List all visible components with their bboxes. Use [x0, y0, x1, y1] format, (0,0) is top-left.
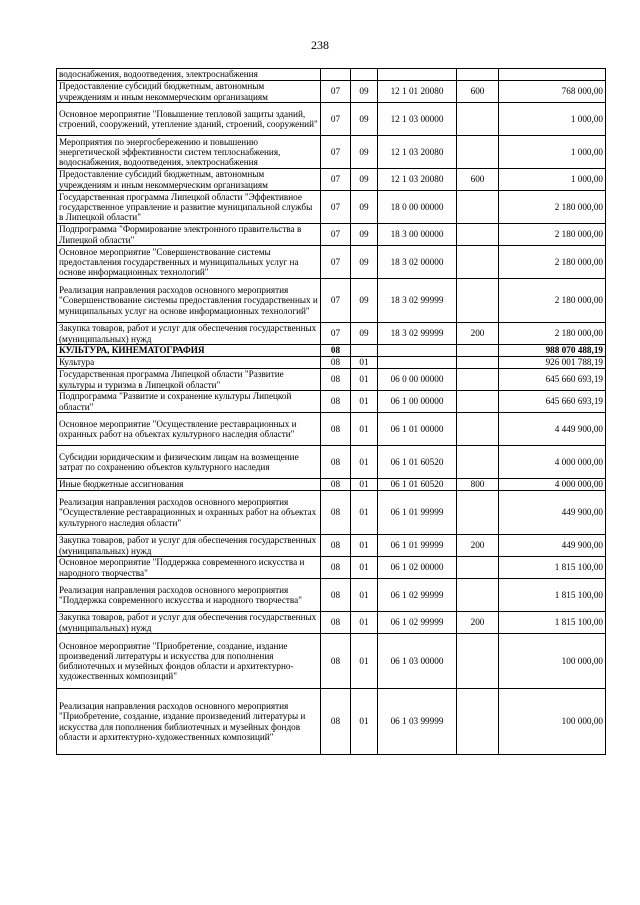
target-article-cell: 12 1 03 20080: [378, 169, 457, 191]
subsection-code-cell: 01: [351, 413, 378, 446]
amount-cell: 768 000,00: [499, 81, 606, 103]
section-code-cell: 08: [321, 689, 351, 755]
table-row: [57, 557, 606, 579]
target-article-cell: 06 1 01 60520: [378, 446, 457, 479]
table-row: [57, 169, 606, 191]
row-name-cell: Предоставление субсидий бюджетным, автономным учреждениям и иным некоммерческим организациям: [57, 169, 321, 191]
row-name-cell: водоснабжения, водоотведения, электроснабжения: [57, 69, 321, 81]
row-name-cell: Основное мероприятие "Поддержка современного искусства и народного творчества": [57, 557, 321, 579]
section-code-cell: 08: [321, 446, 351, 479]
row-name-cell: Подпрограмма "Формирование электронного правительства в Липецкой области": [57, 224, 321, 246]
section-code-cell: 08: [321, 612, 351, 634]
amount-cell: 1 815 100,00: [499, 557, 606, 579]
amount-cell: 926 001 788,19: [499, 357, 606, 369]
row-name-cell: Основное мероприятие "Осуществление реставрационных и охранных работ на объектах культурного наследия области": [57, 413, 321, 446]
target-article-cell: 18 3 00 00000: [378, 224, 457, 246]
row-name-cell: Мероприятия по энергосбережению и повышению энергетической эффективности систем теплоснабжения, водоснабжения, водоотведения, электроснабжения: [57, 136, 321, 169]
expense-type-cell: [457, 391, 499, 413]
table-row: [57, 103, 606, 136]
row-name-cell: Основное мероприятие "Приобретение, создание, издание произведений литературы и искусства для пополнения библиотечных и музейных фондов области и архитектурно-художественных композиций": [57, 634, 321, 689]
subsection-code-cell: 09: [351, 169, 378, 191]
section-code-cell: 07: [321, 191, 351, 224]
amount-cell: 1 815 100,00: [499, 612, 606, 634]
table-row: [57, 345, 606, 357]
row-name-cell: Подпрограмма "Развитие и сохранение культуры Липецкой области": [57, 391, 321, 413]
table-row: [57, 579, 606, 612]
expense-type-cell: [457, 579, 499, 612]
table-row: [57, 191, 606, 224]
subsection-code-cell: 01: [351, 369, 378, 391]
amount-cell: 1 815 100,00: [499, 579, 606, 612]
row-name-cell: Реализация направления расходов основного мероприятия "Поддержка современного искусства и народного творчества": [57, 579, 321, 612]
subsection-code-cell: 01: [351, 391, 378, 413]
subsection-code-cell: 09: [351, 191, 378, 224]
amount-cell: 4 000 000,00: [499, 479, 606, 491]
target-article-cell: [378, 69, 457, 81]
subsection-code-cell: 09: [351, 103, 378, 136]
amount-cell: 1 000,00: [499, 103, 606, 136]
expense-type-cell: [457, 103, 499, 136]
row-name-cell: Реализация направления расходов основного мероприятия "Осуществление реставрационных и охранных работ на объектах культурного наследия области": [57, 491, 321, 535]
amount-cell: 4 449 900,00: [499, 413, 606, 446]
target-article-cell: 06 1 01 99999: [378, 491, 457, 535]
table-row: [57, 634, 606, 689]
table-row: [57, 612, 606, 634]
expense-type-cell: [457, 191, 499, 224]
subsection-code-cell: 01: [351, 557, 378, 579]
section-code-cell: 08: [321, 634, 351, 689]
section-code-cell: 08: [321, 479, 351, 491]
target-article-cell: 06 1 02 00000: [378, 557, 457, 579]
row-name-cell: Государственная программа Липецкой области "Эффективное государственное управление и развитие муниципальной службы в Липецкой области": [57, 191, 321, 224]
row-name-cell: Основное мероприятие "Повышение тепловой защиты зданий, строений, сооружений, утепление зданий, строений, сооружений": [57, 103, 321, 136]
amount-cell: 2 180 000,00: [499, 191, 606, 224]
target-article-cell: 18 0 00 00000: [378, 191, 457, 224]
table-row: [57, 357, 606, 369]
subsection-code-cell: 09: [351, 246, 378, 279]
table-row: [57, 136, 606, 169]
row-name-cell: Культура: [57, 357, 321, 369]
section-code-cell: 08: [321, 491, 351, 535]
row-name-cell: Закупка товаров, работ и услуг для обеспечения государственных (муниципальных) нужд: [57, 535, 321, 557]
budget-table-body: [57, 69, 606, 755]
amount-cell: [499, 69, 606, 81]
table-row: [57, 689, 606, 755]
amount-cell: 4 000 000,00: [499, 446, 606, 479]
table-row: [57, 446, 606, 479]
target-article-cell: 06 1 03 00000: [378, 634, 457, 689]
subsection-code-cell: 09: [351, 81, 378, 103]
section-code-cell: 07: [321, 224, 351, 246]
target-article-cell: 06 1 02 99999: [378, 579, 457, 612]
expense-type-cell: [457, 345, 499, 357]
table-row: [57, 81, 606, 103]
expense-type-cell: 600: [457, 81, 499, 103]
amount-cell: 2 180 000,00: [499, 224, 606, 246]
target-article-cell: 06 1 02 99999: [378, 612, 457, 634]
section-code-cell: 07: [321, 169, 351, 191]
target-article-cell: 12 1 03 00000: [378, 103, 457, 136]
expense-type-cell: [457, 634, 499, 689]
section-code-cell: 07: [321, 323, 351, 345]
row-name-cell: Предоставление субсидий бюджетным, автономным учреждениям и иным некоммерческим организациям: [57, 81, 321, 103]
subsection-code-cell: 09: [351, 136, 378, 169]
expense-type-cell: [457, 369, 499, 391]
expense-type-cell: [457, 357, 499, 369]
row-name-cell: Субсидии юридическим и физическим лицам на возмещение затрат по сохранению объектов культурного наследия: [57, 446, 321, 479]
expense-type-cell: 200: [457, 323, 499, 345]
amount-cell: 2 180 000,00: [499, 246, 606, 279]
budget-table: [56, 68, 606, 755]
section-code-cell: 07: [321, 103, 351, 136]
target-article-cell: 18 3 02 99999: [378, 323, 457, 345]
table-row: [57, 224, 606, 246]
subsection-code-cell: [351, 345, 378, 357]
amount-cell: 2 180 000,00: [499, 279, 606, 323]
table-row: [57, 535, 606, 557]
expense-type-cell: [457, 69, 499, 81]
subsection-code-cell: 01: [351, 357, 378, 369]
expense-type-cell: [457, 136, 499, 169]
subsection-code-cell: 01: [351, 634, 378, 689]
table-row: [57, 491, 606, 535]
amount-cell: 449 900,00: [499, 535, 606, 557]
row-name-cell: Реализация направления расходов основного мероприятия "Приобретение, создание, издание произведений литературы и искусства для пополнения библиотечных и музейных фондов области и архитектурно-художественных композиций": [57, 689, 321, 755]
section-code-cell: 07: [321, 246, 351, 279]
expense-type-cell: [457, 446, 499, 479]
section-code-cell: 07: [321, 279, 351, 323]
table-row: [57, 391, 606, 413]
target-article-cell: 18 3 02 99999: [378, 279, 457, 323]
subsection-code-cell: 01: [351, 491, 378, 535]
row-name-cell: Иные бюджетные ассигнования: [57, 479, 321, 491]
table-row: [57, 479, 606, 491]
section-code-cell: [321, 69, 351, 81]
subsection-code-cell: [351, 69, 378, 81]
expense-type-cell: [457, 413, 499, 446]
target-article-cell: 06 1 01 00000: [378, 413, 457, 446]
section-code-cell: 08: [321, 557, 351, 579]
expense-type-cell: [457, 689, 499, 755]
expense-type-cell: [457, 557, 499, 579]
row-name-cell: Закупка товаров, работ и услуг для обеспечения государственных (муниципальных) нужд: [57, 323, 321, 345]
table-row: [57, 246, 606, 279]
target-article-cell: 12 1 03 20080: [378, 136, 457, 169]
expense-type-cell: [457, 491, 499, 535]
target-article-cell: [378, 345, 457, 357]
amount-cell: 449 900,00: [499, 491, 606, 535]
amount-cell: 2 180 000,00: [499, 323, 606, 345]
section-code-cell: 08: [321, 391, 351, 413]
subsection-code-cell: 09: [351, 279, 378, 323]
target-article-cell: 06 1 00 00000: [378, 391, 457, 413]
section-code-cell: 08: [321, 357, 351, 369]
table-row: [57, 369, 606, 391]
expense-type-cell: [457, 279, 499, 323]
target-article-cell: 06 1 03 99999: [378, 689, 457, 755]
subsection-code-cell: 01: [351, 612, 378, 634]
subsection-code-cell: 01: [351, 446, 378, 479]
section-code-cell: 08: [321, 535, 351, 557]
section-code-cell: 08: [321, 369, 351, 391]
subsection-code-cell: 09: [351, 323, 378, 345]
subsection-code-cell: 01: [351, 479, 378, 491]
expense-type-cell: 600: [457, 169, 499, 191]
row-name-cell: Основное мероприятие "Совершенствование системы предоставления государственных и муниципальных услуг на основе информационных технологий": [57, 246, 321, 279]
expense-type-cell: [457, 246, 499, 279]
target-article-cell: 06 1 01 99999: [378, 535, 457, 557]
target-article-cell: 06 0 00 00000: [378, 369, 457, 391]
target-article-cell: 18 3 02 00000: [378, 246, 457, 279]
amount-cell: 1 000,00: [499, 136, 606, 169]
table-row: [57, 413, 606, 446]
target-article-cell: [378, 357, 457, 369]
amount-cell: 100 000,00: [499, 689, 606, 755]
section-code-cell: 08: [321, 413, 351, 446]
section-code-cell: 08: [321, 579, 351, 612]
expense-type-cell: [457, 224, 499, 246]
table-row: [57, 323, 606, 345]
section-code-cell: 07: [321, 136, 351, 169]
subsection-code-cell: 09: [351, 224, 378, 246]
amount-cell: 1 000,00: [499, 169, 606, 191]
amount-cell: 100 000,00: [499, 634, 606, 689]
expense-type-cell: 200: [457, 612, 499, 634]
subsection-code-cell: 01: [351, 689, 378, 755]
target-article-cell: 06 1 01 60520: [378, 479, 457, 491]
row-name-cell: КУЛЬТУРА, КИНЕМАТОГРАФИЯ: [57, 345, 321, 357]
table-row: [57, 69, 606, 81]
subsection-code-cell: 01: [351, 579, 378, 612]
amount-cell: 645 660 693,19: [499, 391, 606, 413]
section-code-cell: 07: [321, 81, 351, 103]
target-article-cell: 12 1 01 20080: [378, 81, 457, 103]
amount-cell: 988 070 488,19: [499, 345, 606, 357]
subsection-code-cell: 01: [351, 535, 378, 557]
row-name-cell: Государственная программа Липецкой области "Развитие культуры и туризма в Липецкой области": [57, 369, 321, 391]
expense-type-cell: 200: [457, 535, 499, 557]
section-code-cell: 08: [321, 345, 351, 357]
expense-type-cell: 800: [457, 479, 499, 491]
table-row: [57, 279, 606, 323]
page-number: 238: [311, 38, 329, 52]
amount-cell: 645 660 693,19: [499, 369, 606, 391]
row-name-cell: Реализация направления расходов основного мероприятия "Совершенствование системы предоставления государственных и муниципальных услуг на основе информационных технологий": [57, 279, 321, 323]
row-name-cell: Закупка товаров, работ и услуг для обеспечения государственных (муниципальных) нужд: [57, 612, 321, 634]
